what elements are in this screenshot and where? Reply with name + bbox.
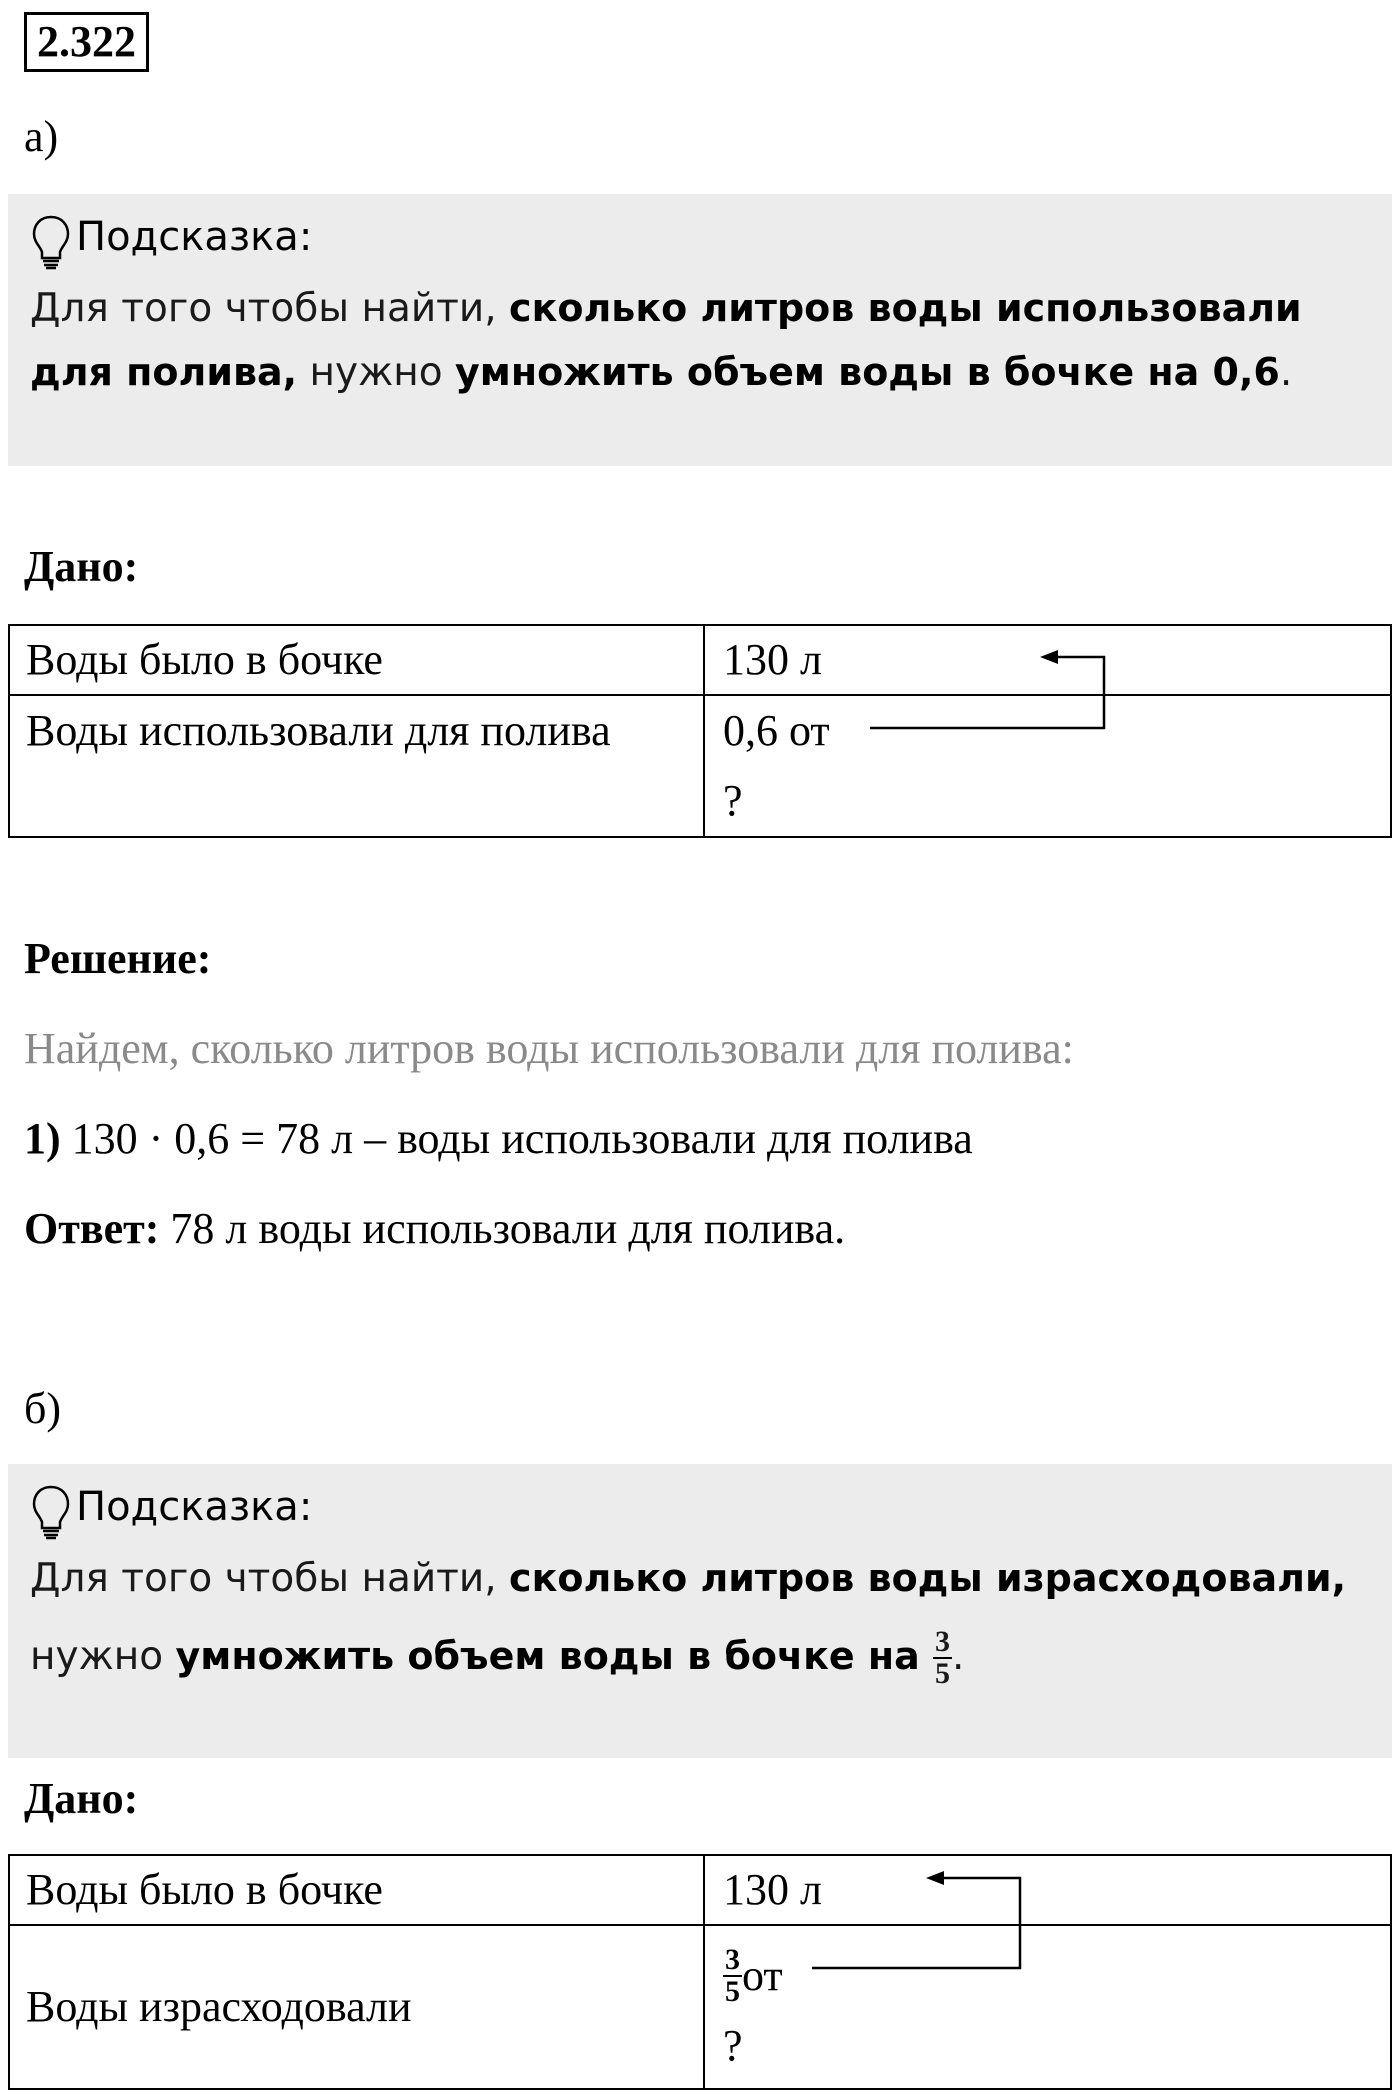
given-value: 130 л [704,625,1391,695]
given-value: $\frac{3}{5}$ от [725,1943,783,2008]
hint-line-1: Для того чтобы найти, сколько литров воды использовали [30,286,1302,331]
given-value-cell [704,1925,1391,2089]
lightbulb-icon [30,214,72,270]
table-row [9,1855,1391,1925]
table-row [9,695,1391,837]
problem-number: 2.322 [24,12,149,72]
given-heading-a: Дано: [24,542,139,591]
solution-step-1: 1) 130 · 0,6 = 78 л – воды использовали для полива [24,1114,973,1163]
hint-box-a [8,194,1392,466]
given-unknown: ? [723,2021,743,2070]
lightbulb-icon [30,1484,72,1540]
given-table-a [8,624,1392,838]
hint-line-2: для полива, нужно умножить объем воды в бочке на 0,6. [30,350,1293,395]
solution-intro: Найдем, сколько литров воды использовали для полива: [24,1024,1074,1073]
answer-line: Ответ: 78 л воды использовали для полива. [24,1204,846,1253]
hint-box-b [8,1464,1392,1758]
hint-line-2: нужно умножить объем воды в бочке на $\frac{3}{5}$ . [30,1625,965,1690]
given-value-cell [704,695,1391,837]
table-row [9,625,1391,695]
hint-line-1: Для того чтобы найти, сколько литров воды израсходовали, [30,1556,1347,1601]
part-a-label: а) [24,112,59,161]
given-label: Воды было в бочке [9,1855,704,1925]
given-label: Воды израсходовали [9,1925,704,2089]
hint-title: Подсказка: [76,1484,313,1530]
fraction: $\frac{3}{5}$ [935,1625,951,1690]
fraction: $\frac{3}{5}$ [725,1943,740,2008]
given-label: Воды использовали для полива [9,695,704,837]
given-value: 0,6 от [723,706,830,755]
given-label: Воды было в бочке [9,625,704,695]
part-b-label: б) [24,1384,62,1433]
hint-title: Подсказка: [76,214,313,260]
table-row [9,1925,1391,2089]
solution-heading: Решение: [24,934,212,983]
given-heading-b: Дано: [24,1774,139,1823]
given-unknown: ? [723,776,743,825]
given-value: 130 л [704,1855,1391,1925]
given-table-b [8,1854,1392,2090]
